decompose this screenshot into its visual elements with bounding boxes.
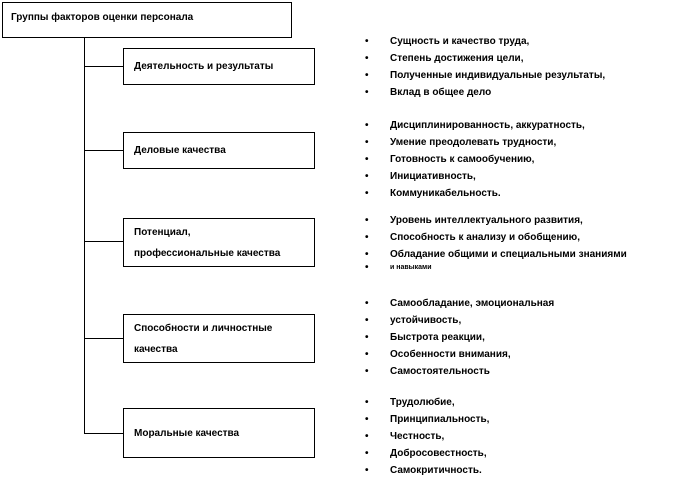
group-box-activity (123, 48, 315, 85)
group-label: качества (134, 343, 178, 355)
list-item: • Степень достижения цели, (360, 50, 605, 67)
list-item-tail: • и навыками (390, 264, 432, 271)
list-item: • Инициативность, (360, 168, 585, 185)
list-item: • Принципиальность, (360, 411, 489, 428)
group-label: Способности и личностные (134, 322, 273, 334)
list-item: • Дисциплинированность, аккуратность, (360, 117, 585, 134)
list-item: • Полученные индивидуальные результаты, (360, 67, 605, 84)
factor-list-activity (360, 33, 605, 101)
branch-line-3 (84, 241, 123, 242)
branch-line-4 (84, 338, 123, 339)
root-box (2, 2, 292, 38)
group-box-potential (123, 218, 315, 267)
list-item: • Особенности внимания, (360, 346, 554, 363)
group-label: профессиональные качества (134, 247, 281, 259)
root-label: Группы факторов оценки персонала (11, 12, 194, 23)
list-item: • Быстрота реакции, (360, 329, 554, 346)
list-item: • Умение преодолевать трудности, (360, 134, 585, 151)
list-item: • Самостоятельность (360, 363, 554, 380)
factor-list-potential (360, 212, 627, 275)
branch-line-1 (84, 66, 123, 67)
trunk-line (84, 38, 85, 434)
branch-line-2 (84, 150, 123, 151)
list-item-continuation (360, 312, 554, 329)
list-item: • Вклад в общее дело (360, 84, 605, 101)
list-item: • Самообладание, эмоциональная (360, 295, 554, 312)
factor-list-abilities (360, 295, 554, 380)
factor-list-business (360, 117, 585, 202)
group-label: Моральные качества (134, 427, 240, 439)
list-item-continuation (360, 263, 627, 275)
group-label: Деловые качества (134, 145, 226, 156)
group-box-business (123, 132, 315, 169)
list-item: • Самокритичность. (360, 462, 489, 479)
group-label: Потенциал, (134, 226, 191, 238)
list-item: • Готовность к самообучению, (360, 151, 585, 168)
group-box-moral (123, 408, 315, 458)
list-item: • Уровень интеллектуального развития, (360, 212, 627, 229)
list-item: • Добросовестность, (360, 445, 489, 462)
factor-list-moral (360, 394, 489, 479)
list-item: • Способность к анализу и обобщению, (360, 229, 627, 246)
list-item: • Сущность и качество труда, (360, 33, 605, 50)
list-item: • Коммуникабельность. (360, 185, 585, 202)
list-item: • Честность, (360, 428, 489, 445)
list-item: • Трудолюбие, (360, 394, 489, 411)
branch-line-5 (84, 433, 123, 434)
list-item: • Обладание общими и специальными знаниями (360, 246, 627, 263)
list-item-continuation-text: устойчивость, (390, 315, 462, 326)
group-box-abilities (123, 314, 315, 363)
group-label: Деятельность и результаты (134, 61, 274, 72)
